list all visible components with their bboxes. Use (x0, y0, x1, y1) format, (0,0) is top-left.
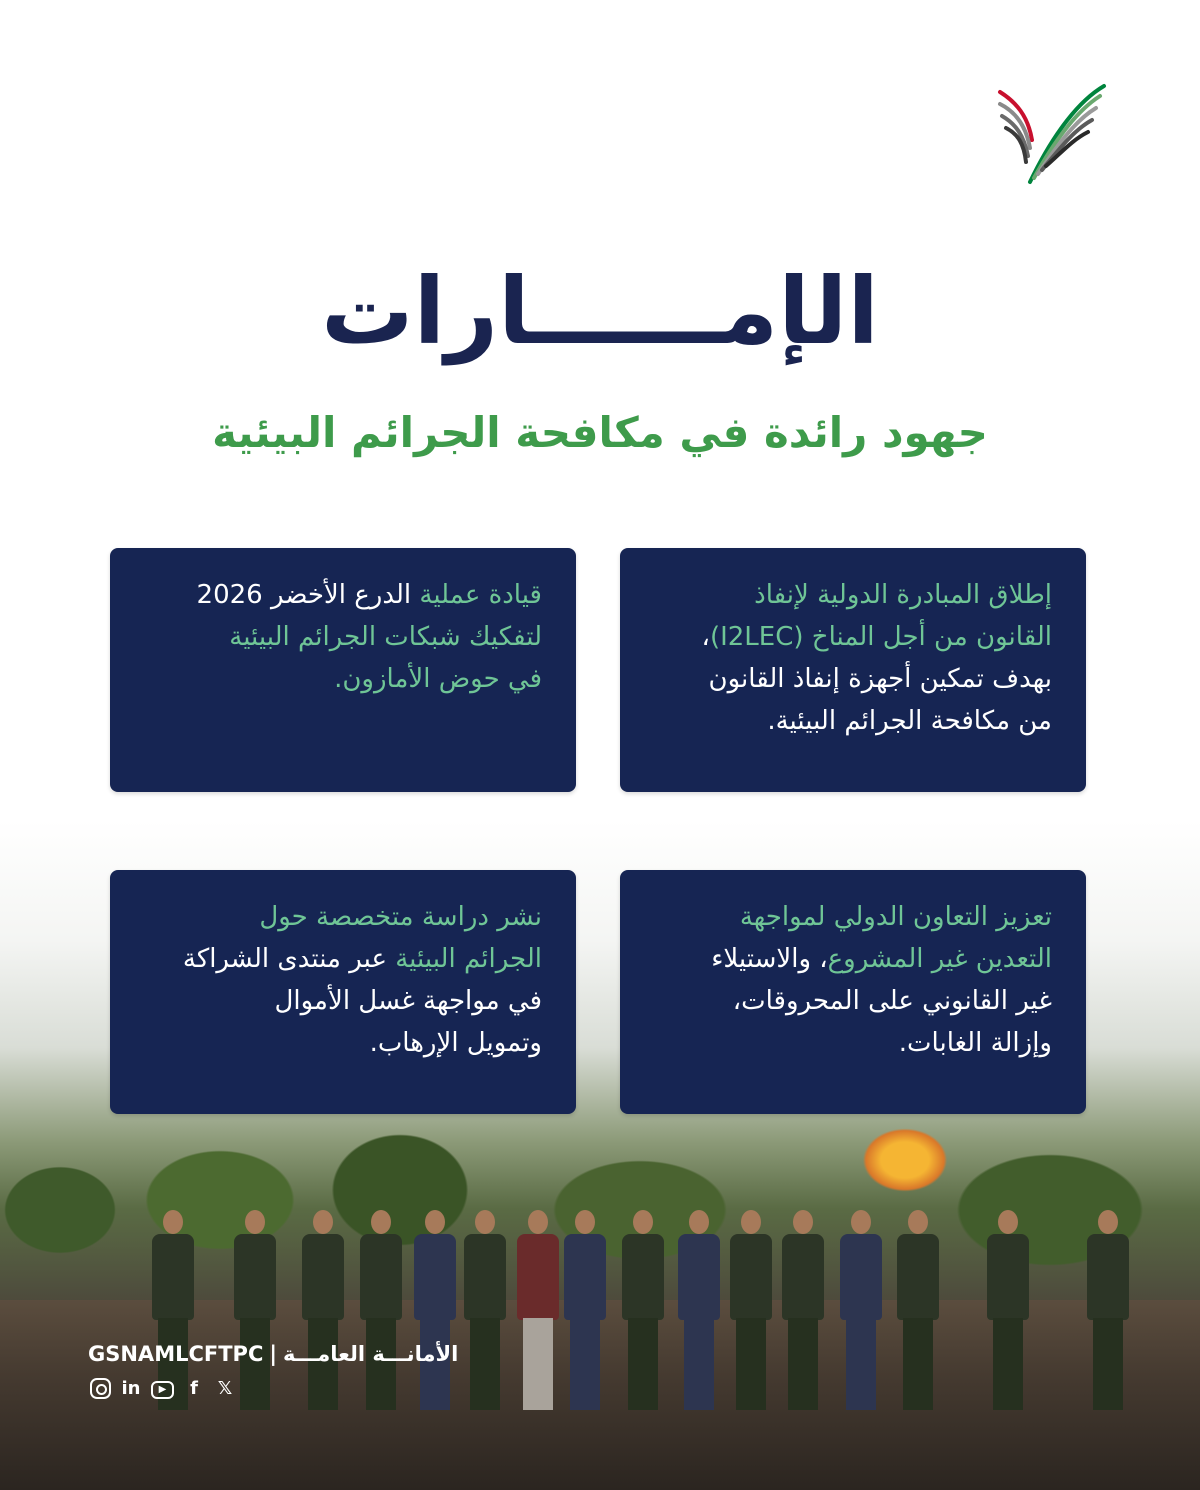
officer-figure (358, 1210, 404, 1410)
card-text: وإزالة الغابات. (898, 1028, 1052, 1058)
officer-figure (462, 1210, 508, 1410)
info-card-cooperation (620, 870, 1086, 1114)
group-of-officers (0, 1180, 1200, 1410)
card-text: إطلاق المبادرة الدولية لإنفاذ (754, 580, 1052, 610)
card-text: الجرائم البيئية (395, 944, 542, 974)
card-text: وتمويل الإرهاب. (369, 1028, 542, 1058)
card-text: القانون من أجل المناخ (I2LEC) (709, 622, 1052, 652)
officer-figure (838, 1210, 884, 1410)
officer-figure (676, 1210, 722, 1410)
card-line (650, 896, 1052, 938)
info-card-green-shield (110, 548, 576, 792)
card-line (140, 616, 542, 658)
card-text: ، (701, 622, 710, 652)
card-text: بهدف تمكين أجهزة إنفاذ القانون (708, 664, 1052, 694)
card-line (650, 658, 1052, 700)
uae-flag-wing-logo (996, 82, 1108, 188)
instagram-icon[interactable] (90, 1378, 111, 1399)
youtube-icon[interactable]: ▶ (151, 1381, 174, 1399)
x-icon[interactable]: 𝕏 (217, 1378, 233, 1399)
card-text: قيادة عملية (411, 580, 542, 610)
card-line (650, 938, 1052, 980)
page-subtitle: جهود رائدة في مكافحة الجرائم البيئية (212, 408, 988, 457)
officer-figure (232, 1210, 278, 1410)
officer-figure (1085, 1210, 1131, 1410)
officer-figure (728, 1210, 774, 1410)
card-line (650, 616, 1052, 658)
card-line (650, 574, 1052, 616)
footer-org-line (88, 1342, 458, 1366)
card-line (140, 938, 542, 980)
card-text: لتفكيك شبكات الجرائم البيئية (229, 622, 542, 652)
info-card-i2lec (620, 548, 1086, 792)
card-text: من مكافحة الجرائم البيئية. (767, 706, 1052, 736)
card-line (140, 980, 542, 1022)
footer-handle: GSNAMLCFTPC (88, 1342, 264, 1366)
footer-separator: | (269, 1342, 278, 1366)
officer-figure (300, 1210, 346, 1410)
officer-figure (620, 1210, 666, 1410)
info-card-study (110, 870, 576, 1114)
officer-figure (985, 1210, 1031, 1410)
linkedin-icon[interactable]: in (121, 1378, 141, 1399)
officer-figure (412, 1210, 458, 1410)
officer-figure (780, 1210, 826, 1410)
officer-figure (562, 1210, 608, 1410)
card-line (140, 658, 542, 700)
officer-figure (515, 1210, 561, 1410)
card-text: تعزيز التعاون الدولي لمواجهة (739, 902, 1052, 932)
footer-org-name: الأمانـــة العامـــة (283, 1342, 459, 1366)
social-icons (90, 1378, 236, 1400)
facebook-icon[interactable]: f (190, 1378, 198, 1399)
page-title: الإمــــــارات (321, 258, 879, 365)
card-text: عبر منتدى الشراكة (182, 944, 396, 974)
card-text: التعدين غير المشروع (827, 944, 1052, 974)
card-line (650, 700, 1052, 742)
card-line (650, 980, 1052, 1022)
card-text: نشر دراسة متخصصة حول (259, 902, 542, 932)
card-line (140, 896, 542, 938)
card-text: في حوض الأمازون. (334, 664, 542, 694)
card-line (140, 574, 542, 616)
card-text: في مواجهة غسل الأموال (274, 986, 542, 1016)
card-line (650, 1022, 1052, 1064)
officer-figure (895, 1210, 941, 1410)
card-text: غير القانوني على المحروقات، (732, 986, 1052, 1016)
card-text: ، والاستيلاء (711, 944, 828, 974)
card-text: الدرع الأخضر 2026 (196, 580, 412, 610)
card-line (140, 1022, 542, 1064)
